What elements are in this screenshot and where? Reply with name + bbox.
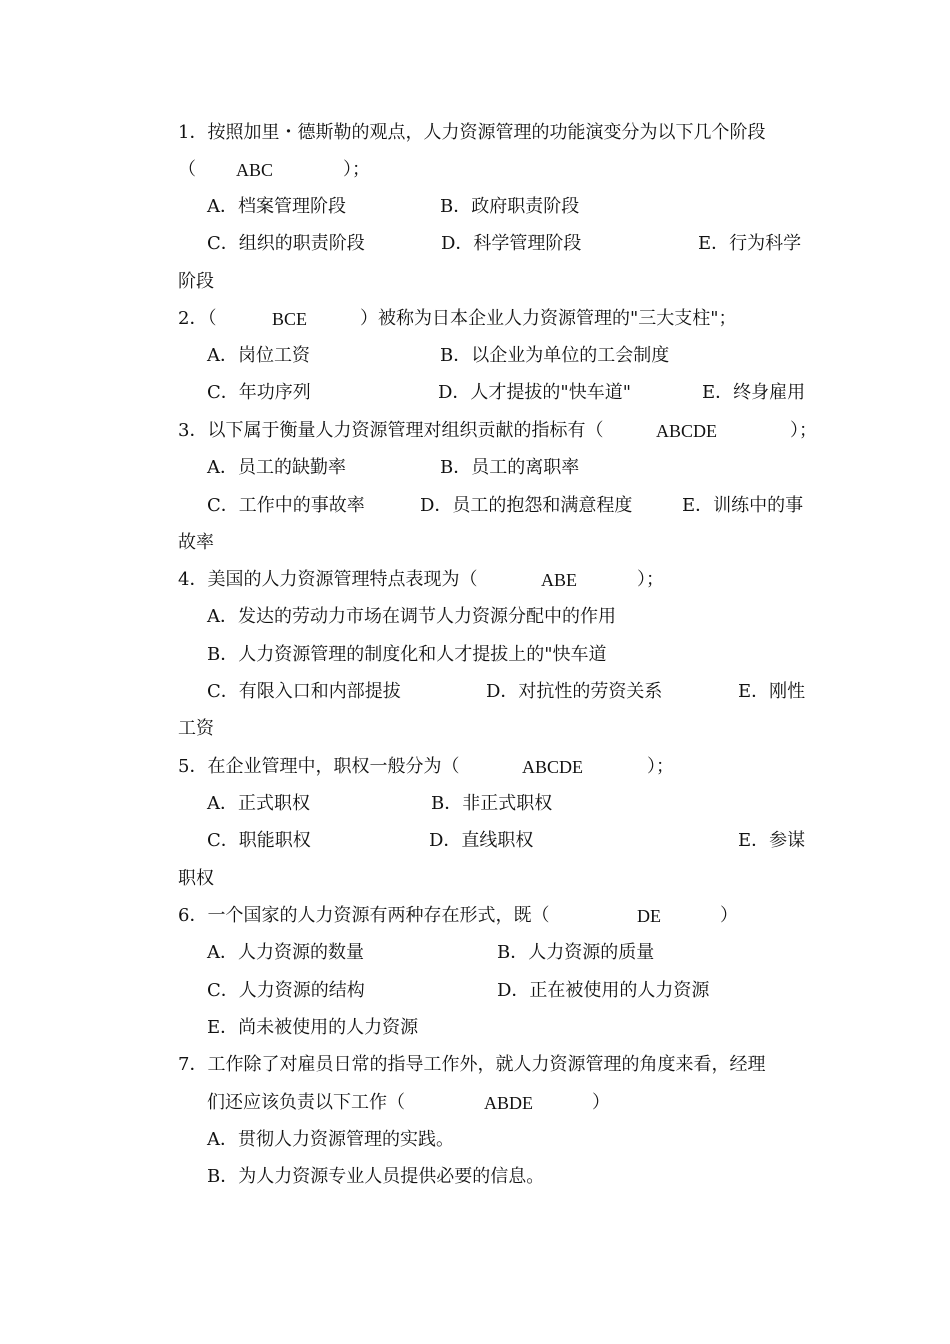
q2-option-a: A．岗位工资 (207, 345, 310, 366)
q3-option-b: B．员工的离职率 (440, 457, 580, 478)
q6-stem: 6．一个国家的人力资源有两种存在形式，既（ (178, 905, 550, 926)
q3-option-d: D．员工的抱怨和满意程度 (420, 495, 633, 516)
q6-answer: DE (637, 906, 661, 926)
q3-answer: ABCDE (656, 421, 718, 441)
q6-close-paren: ） (720, 905, 738, 926)
q4-close-paren: ）； (637, 569, 664, 590)
q7-option-a: A．贯彻人力资源管理的实践。 (207, 1129, 454, 1150)
q2-option-d: D．人才提拔的"快车道" (438, 382, 631, 403)
q5-option-b: B．非正式职权 (431, 793, 553, 814)
q2-option-c: C．年功序列 (207, 382, 311, 403)
q3-option-e-continued: 故率 (178, 532, 214, 553)
q4-option-e-continued: 工资 (178, 718, 214, 739)
q1-option-e: E．行为科学 (698, 233, 802, 254)
q5-option-e-continued: 职权 (178, 868, 214, 889)
q3-option-a: A．员工的缺勤率 (207, 457, 346, 478)
q3-option-e: E．训练中的事 (682, 495, 804, 516)
q1-open-paren: （ (178, 159, 196, 180)
q1-answer: ABC (236, 160, 274, 180)
q1-option-e-continued: 阶段 (178, 271, 214, 292)
q5-option-d: D．直线职权 (429, 830, 534, 851)
q2-option-e: E．终身雇用 (702, 382, 806, 403)
q6-option-b: B．人力资源的质量 (497, 942, 655, 963)
q1-close-paren: ）； (343, 159, 370, 180)
q7-stem: 7．工作除了对雇员日常的指导工作外，就人力资源管理的角度来看，经理 (178, 1054, 766, 1075)
q2-answer: BCE (272, 309, 308, 329)
q5-option-c: C．职能职权 (207, 830, 311, 851)
q7-answer: ABDE (484, 1093, 533, 1113)
q4-option-e: E．刚性 (738, 681, 806, 702)
q4-option-a: A．发达的劳动力市场在调节人力资源分配中的作用 (207, 606, 616, 627)
q4-stem: 4．美国的人力资源管理特点表现为（ (178, 569, 478, 590)
q5-stem: 5．在企业管理中，职权一般分为（ (178, 756, 460, 777)
q6-option-a: A．人力资源的数量 (207, 942, 364, 963)
q2-open-paren: 2．（ (178, 308, 217, 329)
q4-option-c: C．有限入口和内部提拔 (207, 681, 401, 702)
q4-answer: ABE (541, 570, 577, 590)
q5-close-paren: ）； (647, 756, 674, 777)
q2-option-b: B．以企业为单位的工会制度 (440, 345, 670, 366)
q6-option-d: D．正在被使用的人力资源 (497, 980, 710, 1001)
q3-stem: 3．以下属于衡量人力资源管理对组织贡献的指标有（ (178, 420, 604, 441)
q5-option-e: E．参谋 (738, 830, 806, 851)
q6-option-c: C．人力资源的结构 (207, 980, 365, 1001)
q5-answer: ABCDE (522, 757, 584, 777)
q5-option-a: A．正式职权 (207, 793, 310, 814)
q1-option-b: B．政府职责阶段 (440, 196, 580, 217)
q3-option-c: C．工作中的事故率 (207, 495, 365, 516)
q4-option-d: D．对抗性的劳资关系 (486, 681, 663, 702)
q7-option-b: B．为人力资源专业人员提供必要的信息。 (207, 1166, 545, 1187)
q1-option-a: A．档案管理阶段 (207, 196, 346, 217)
q7-close-paren: ） (592, 1092, 610, 1113)
q1-option-d: D．科学管理阶段 (441, 233, 582, 254)
q7-stem-line2: 们还应该负责以下工作（ (207, 1092, 405, 1113)
q3-close-paren: ）； (790, 420, 817, 441)
q1-option-c: C．组织的职责阶段 (207, 233, 365, 254)
q2-stem: ）被称为日本企业人力资源管理的"三大支柱"； (360, 308, 737, 329)
q1-stem: 1．按照加里・德斯勒的观点，人力资源管理的功能演变分为以下几个阶段 (178, 122, 766, 143)
q6-option-e: E．尚未被使用的人力资源 (207, 1017, 419, 1038)
q4-option-b: B．人力资源管理的制度化和人才提拔上的"快车道 (207, 644, 607, 665)
